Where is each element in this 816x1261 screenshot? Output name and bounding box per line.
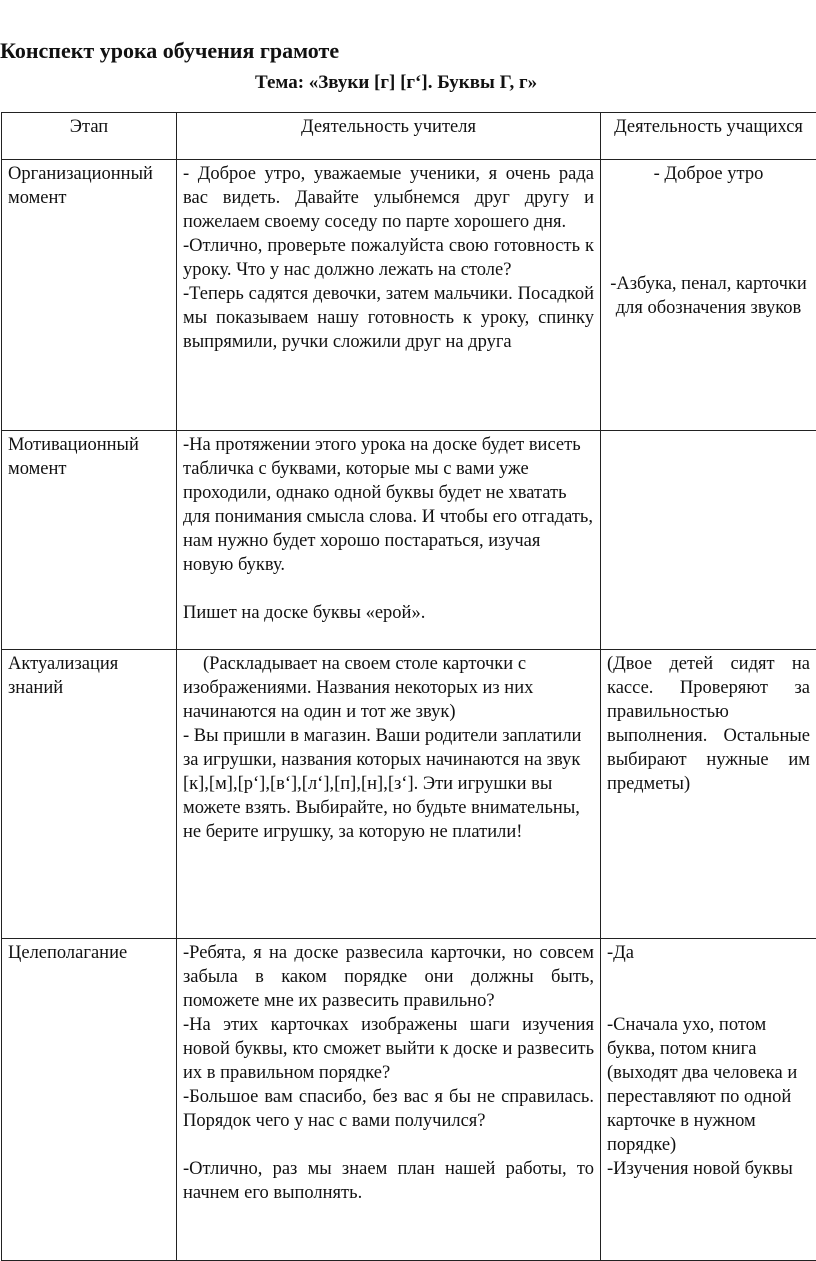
table-row xyxy=(2,160,816,431)
student-text: - Доброе утро xyxy=(607,162,810,186)
teacher-text: -Отлично, раз мы знаем план нашей работы, то начнем его выполнять. xyxy=(183,1157,594,1205)
teacher-cell xyxy=(177,939,601,1261)
teacher-text: -Большое вам спасибо, без вас я бы не справилась. Порядок чего у нас с вами получился? xyxy=(183,1085,594,1133)
teacher-text: Пишет на доске буквы «ерой». xyxy=(183,601,594,625)
teacher-text: - Вы пришли в магазин. Ваши родители заплатили за игрушки, названия которых начинаются на звук [к],[м],[р‘],[в‘],[л‘],[п],[н],[з‘]. Эти игрушки вы можете взять. Выбирайте, но будьте внимательны, не берите игрушку, за которую не платили! xyxy=(183,724,594,844)
student-text: -Азбука, пенал, карточки для обозначения звуков xyxy=(607,272,810,320)
header-stage: Этап xyxy=(2,113,177,160)
teacher-text: -Отлично, проверьте пожалуйста свою готовность к уроку. Что у нас должно лежать на столе? xyxy=(183,234,594,282)
stage-label: Организационный момент xyxy=(8,162,170,210)
teacher-text: -Ребята, я на доске развесила карточки, но совсем забыла в каком порядке они должны быть, поможете мне их развесить правильно? xyxy=(183,941,594,1013)
table-row xyxy=(2,650,816,939)
teacher-text: -На этих карточках изображены шаги изучения новой буквы, кто сможет выйти к доске и развесить их в правильном порядке? xyxy=(183,1013,594,1085)
students-cell xyxy=(601,431,816,650)
teacher-text: -Теперь садятся девочки, затем мальчики. Посадкой мы показываем нашу готовность к уроку, спинку выпрямили, ручки сложили друг на друга xyxy=(183,282,594,354)
table-header-row xyxy=(2,113,816,160)
header-student-activity: Деятельность учащихся xyxy=(601,113,816,160)
stage-label: Актуализация знаний xyxy=(8,652,170,700)
students-cell xyxy=(601,160,816,431)
teacher-cell xyxy=(177,650,601,939)
teacher-cell xyxy=(177,160,601,431)
stage-cell xyxy=(2,650,177,939)
students-cell xyxy=(601,650,816,939)
student-text: (Двое детей сидят на кассе. Проверяют за правильностью выполнения. Остальные выбирают нужные им предметы) xyxy=(607,652,810,796)
lesson-plan-table xyxy=(1,112,816,1261)
student-text: -Изучения новой буквы xyxy=(607,1157,810,1181)
teacher-text: (Раскладывает на своем столе карточки с изображениями. Названия некоторых из них начинаются на один и тот же звук) xyxy=(183,652,594,724)
stage-cell xyxy=(2,939,177,1261)
document-title: Конспект урока обучения грамоте xyxy=(0,38,339,64)
student-text: -Да xyxy=(607,941,810,965)
stage-label: Мотивационный момент xyxy=(8,433,170,481)
student-text: -Сначала ухо, потом буква, потом книга (выходят два человека и переставляют по одной карточке в нужном порядке) xyxy=(607,1013,810,1157)
lesson-topic: Тема: «Звуки [г] [г‘]. Буквы Г, г» xyxy=(255,72,537,94)
stage-cell xyxy=(2,431,177,650)
teacher-text: -На протяжении этого урока на доске будет висеть табличка с буквами, которые мы с вами уже проходили, однако одной буквы будет не хватать для понимания смысла слова. И чтобы его отгадать, нам нужно будет хорошо постараться, изучая новую букву. xyxy=(183,433,594,577)
teacher-cell xyxy=(177,431,601,650)
table-row xyxy=(2,939,816,1261)
stage-label: Целеполагание xyxy=(8,941,170,965)
header-teacher-activity: Деятельность учителя xyxy=(177,113,601,160)
teacher-text: - Доброе утро, уважаемые ученики, я очень рада вас видеть. Давайте улыбнемся друг другу и пожелаем своему соседу по парте хорошего дня. xyxy=(183,162,594,234)
table-row xyxy=(2,431,816,650)
stage-cell xyxy=(2,160,177,431)
students-cell xyxy=(601,939,816,1261)
